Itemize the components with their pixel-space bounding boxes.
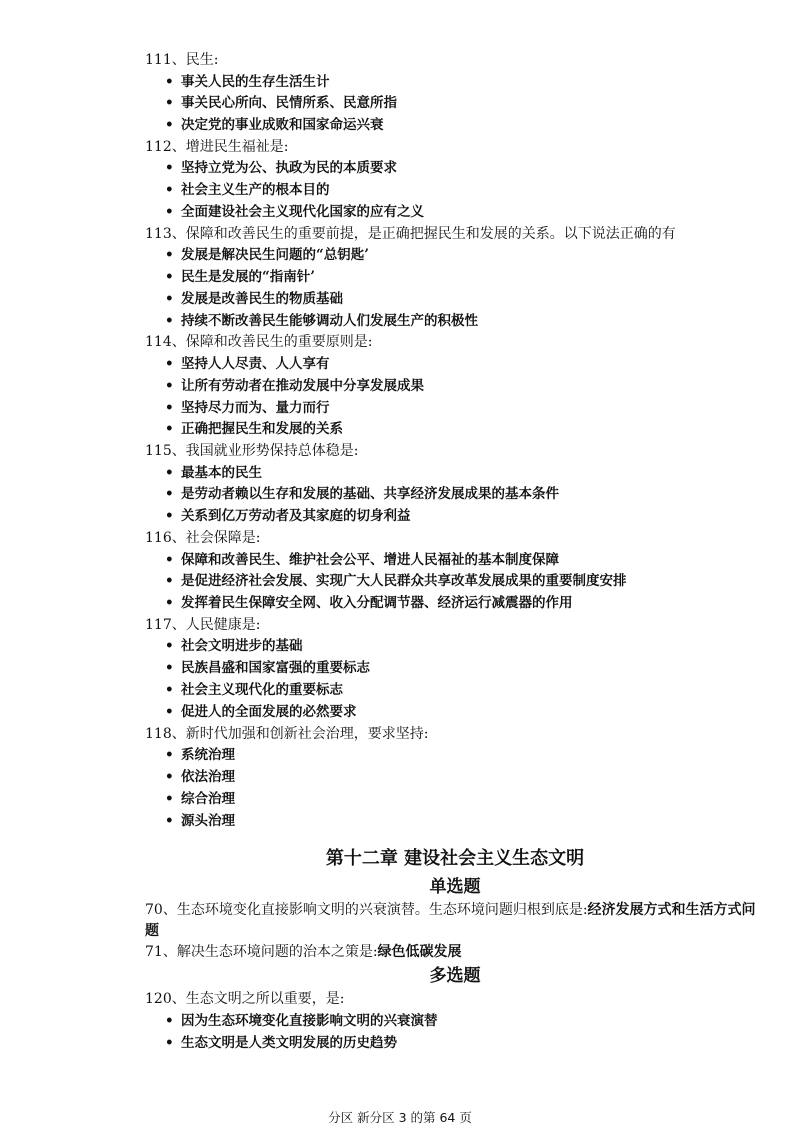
question-text: 116、社会保障是: xyxy=(145,530,261,547)
answer-item: • 因为生态环境变化直接影响文明的兴衰演替 xyxy=(145,1011,765,1033)
single-choice-list xyxy=(145,900,765,963)
answer-item: • 综合治理 xyxy=(145,789,765,811)
answer-item: • 发展是改善民生的物质基础 xyxy=(145,289,765,311)
answer-item: • 民族昌盛和国家富强的重要标志 xyxy=(145,658,765,680)
page-content xyxy=(145,50,765,1054)
question-text: 120、生态文明之所以重要，是: xyxy=(145,991,345,1008)
multi-choice-list-ch12 xyxy=(145,989,765,1054)
answer-item: • 系统治理 xyxy=(145,745,765,767)
answer-item: • 事关民心所向、民情所系、民意所指 xyxy=(145,93,765,115)
single-question-text: 70、生态环境变化直接影响文明的兴衰演替。生态环境问题归根到底是: xyxy=(145,902,588,919)
answer-item: • 依法治理 xyxy=(145,767,765,789)
answer-item: • 发展是解决民生问题的“总钥匙’ xyxy=(145,245,765,267)
answer-item: • 社会主义现代化的重要标志 xyxy=(145,680,765,702)
question-text: 114、保障和改善民生的重要原则是: xyxy=(145,334,373,351)
question-text: 115、我国就业形势保持总体稳是: xyxy=(145,443,359,460)
single-question-text: 71、解决生态环境问题的治本之策是: xyxy=(145,944,378,961)
answer-item: • 源头治理 xyxy=(145,811,765,833)
answer-item: • 社会主义生产的根本目的 xyxy=(145,180,765,202)
answer-item: • 促进人的全面发展的必然要求 xyxy=(145,702,765,724)
question-text: 111、民生: xyxy=(145,52,219,68)
question-text: 112、增进民生福祉是: xyxy=(145,138,289,155)
answer-list xyxy=(145,636,765,723)
answer-list xyxy=(145,550,765,615)
answer-list xyxy=(145,1011,765,1055)
answer-list xyxy=(145,354,765,441)
answer-item: • 坚持尽力而为、量力而行 xyxy=(145,398,765,420)
answer-list xyxy=(145,158,765,223)
single-question xyxy=(145,900,765,942)
answer-item: • 决定党的事业成败和国家命运兴衰 xyxy=(145,115,765,137)
answer-item: • 关系到亿万劳动者及其家庭的切身利益 xyxy=(145,506,765,528)
page-footer: 分区 新分区 3 的第 64 页 xyxy=(328,1110,472,1125)
chapter-title: 第十二章 建设社会主义生态文明 xyxy=(325,848,585,870)
question-text: 113、保障和改善民生的重要前提，是正确把握民生和发展的关系。以下说法正确的有 xyxy=(145,225,676,242)
single-question xyxy=(145,942,765,963)
answer-item: • 社会文明进步的基础 xyxy=(145,636,765,658)
question-text: 118、新时代加强和创新社会治理，要求坚持: xyxy=(145,725,429,742)
answer-item: • 最基本的民生 xyxy=(145,463,765,485)
answer-item: • 坚持人人尽责、人人享有 xyxy=(145,354,765,376)
answer-list xyxy=(145,745,765,832)
answer-list xyxy=(145,245,765,332)
answer-item: • 持续不断改善民生能够调动人们发展生产的积极性 xyxy=(145,311,765,333)
answer-item: • 是促进经济社会发展、实现广大人民群众共享改革发展成果的重要制度安排 xyxy=(145,571,765,593)
answer-item: • 是劳动者赖以生存和发展的基础、共享经济发展成果的基本条件 xyxy=(145,484,765,506)
answer-item: • 正确把握民生和发展的关系 xyxy=(145,419,765,441)
answer-item: • 民生是发展的“指南针’ xyxy=(145,267,765,289)
answer-item: • 生态文明是人类文明发展的历史趋势 xyxy=(145,1033,765,1055)
answer-item: • 全面建设社会主义现代化国家的应有之义 xyxy=(145,202,765,224)
multi-choice-list-ch11 xyxy=(145,50,765,832)
answer-list xyxy=(145,463,765,528)
answer-item: • 发挥着民生保障安全网、收入分配调节器、经济运行减震器的作用 xyxy=(145,593,765,615)
answer-item: • 坚持立党为公、执政为民的本质要求 xyxy=(145,158,765,180)
single-question-answer: 经济发展方式和生活方式问题 xyxy=(145,902,756,940)
answer-list xyxy=(145,72,765,137)
single-choice-heading: 单选题 xyxy=(429,877,481,898)
answer-item: • 事关人民的生存生活生计 xyxy=(145,72,765,94)
answer-item: • 保障和改善民生、维护社会公平、增进人民福祉的基本制度保障 xyxy=(145,550,765,572)
question-text: 117、人民健康是: xyxy=(145,616,261,633)
single-question-answer: 绿色低碳发展 xyxy=(377,944,462,961)
answer-item: • 让所有劳动者在推动发展中分享发展成果 xyxy=(145,376,765,398)
multi-choice-heading: 多选题 xyxy=(429,966,481,987)
